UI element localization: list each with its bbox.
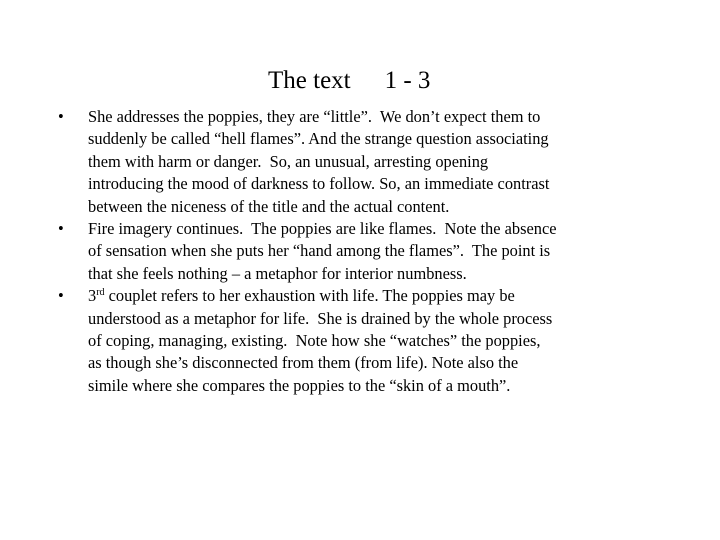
title-range: 1 - 3 [384, 67, 431, 94]
bullet-line: of sensation when she puts her “hand among the flames”. The point is [88, 241, 551, 261]
bullet-dot: • [58, 286, 64, 306]
bullet-line: between the niceness of the title and the actual content. [88, 196, 450, 216]
bullet-line: She addresses the poppies, they are “little”. We don’t expect them to [88, 107, 541, 126]
ordinal-suffix: rd [96, 287, 105, 299]
ordinal-number: 3 [88, 286, 97, 306]
bullet-item [58, 106, 668, 218]
bullet-item [58, 218, 668, 285]
slide-title [268, 66, 430, 96]
bullet-dot: • [58, 219, 64, 239]
bullet-line: simile where she compares the poppies to the “skin of a mouth”. [88, 375, 511, 395]
bullet-line: Fire imagery continues. The poppies are like flames. Note the absence [88, 219, 557, 239]
title-text: The text [268, 67, 351, 94]
bullet-line: of coping, managing, existing. Note how she “watches” the poppies, [88, 331, 541, 351]
bullet-line: introducing the mood of darkness to follow. So, an immediate contrast [88, 174, 550, 194]
bullet-line: as though she’s disconnected from them (from life). Note also the [88, 353, 519, 373]
bullet-line: that she feels nothing – a metaphor for interior numbness. [88, 263, 467, 283]
bullet-line: understood as a metaphor for life. She is drained by the whole process [88, 308, 553, 328]
bullet-dot: • [58, 107, 64, 126]
bullet-line [88, 285, 668, 307]
bullet-item [58, 285, 668, 397]
bullet-line: suddenly be called “hell flames”. And the strange question associating [88, 129, 549, 149]
bullet-line-rest: couplet refers to her exhaustion with life. The poppies may be [104, 286, 515, 306]
bullet-list [58, 106, 668, 397]
bullet-line: them with harm or danger. So, an unusual, arresting opening [88, 151, 489, 171]
